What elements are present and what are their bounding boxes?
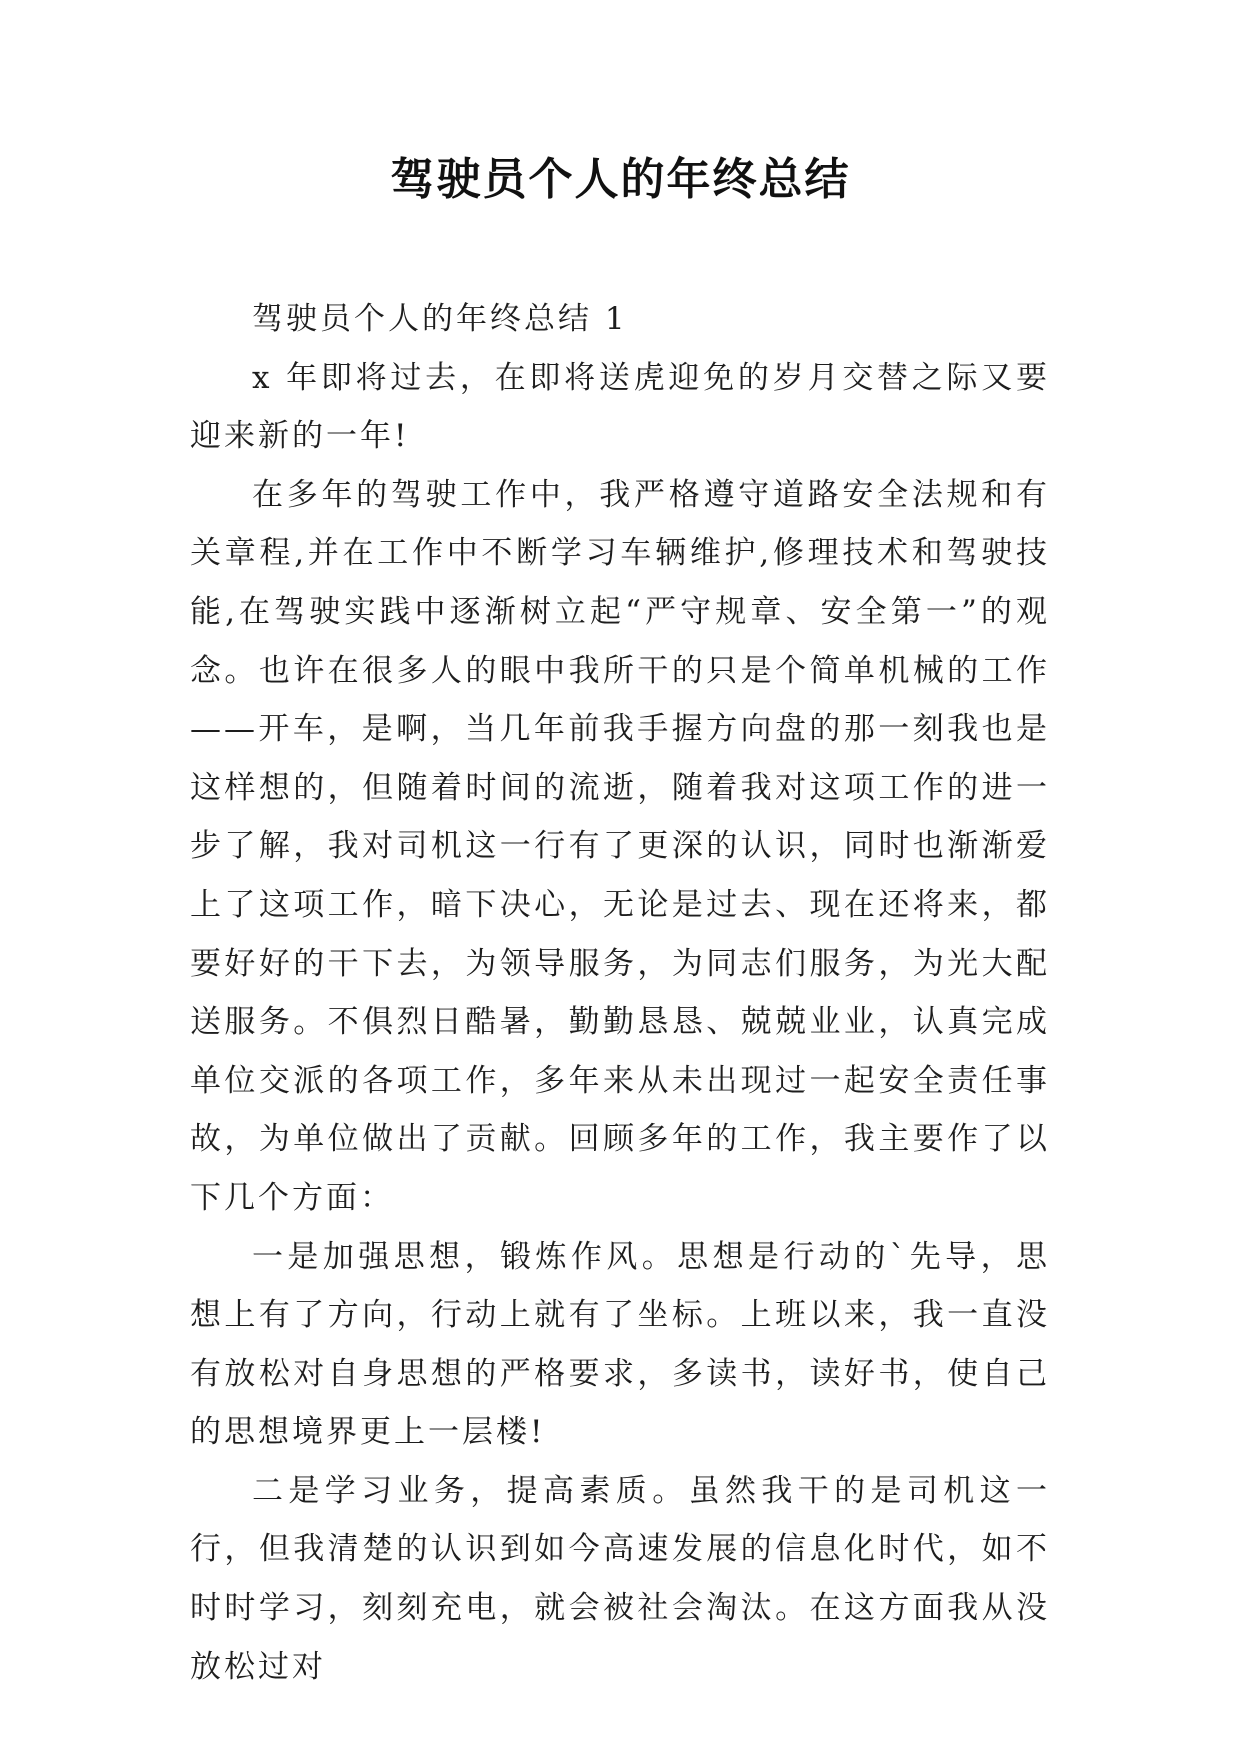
- paragraph-section-heading: 驾驶员个人的年终总结 1: [252, 301, 628, 337]
- document-body: [190, 290, 1050, 1696]
- paragraph-point-one: 一是加强思想，锻炼作风。思想是行动的`先导，思想上有了方向，行动上就有了坐标。上班以来，我一直没有放松对自身思想的严格要求，多读书，读好书，使自己的思想境界更上一层楼!: [190, 1238, 1050, 1451]
- paragraph-work-overview: 在多年的驾驶工作中，我严格遵守道路安全法规和有关章程,并在工作中不断学习车辆维护,修理技术和驾驶技能,在驾驶实践中逐渐树立起“严守规章、安全第一”的观念。也许在很多人的眼中我所干的只是个简单机械的工作——开车，是啊，当几年前我手握方向盘的那一刻我也是这样想的，但随着时间的流逝，随着我对这项工作的进一步了解，我对司机这一行有了更深的认识，同时也渐渐爱上了这项工作，暗下决心，无论是过去、现在还将来，都要好好的干下去，为领导服务，为同志们服务，为光大配送服务。不俱烈日酷暑，勤勤恳恳、兢兢业业，认真完成单位交派的各项工作，多年来从未出现过一起安全责任事故，为单位做出了贡献。回顾多年的工作，我主要作了以下几个方面：: [190, 476, 1050, 1216]
- paragraph-intro: x 年即将过去，在即将送虎迎免的岁月交替之际又要迎来新的一年!: [190, 359, 1050, 455]
- document-title: 驾驶员个人的年终总结: [390, 154, 851, 205]
- paragraph-point-two: 二是学习业务，提高素质。虽然我干的是司机这一行，但我清楚的认识到如今高速发展的信息化时代，如不时时学习，刻刻充电，就会被社会淘汰。在这方面我从没放松过对: [190, 1472, 1050, 1685]
